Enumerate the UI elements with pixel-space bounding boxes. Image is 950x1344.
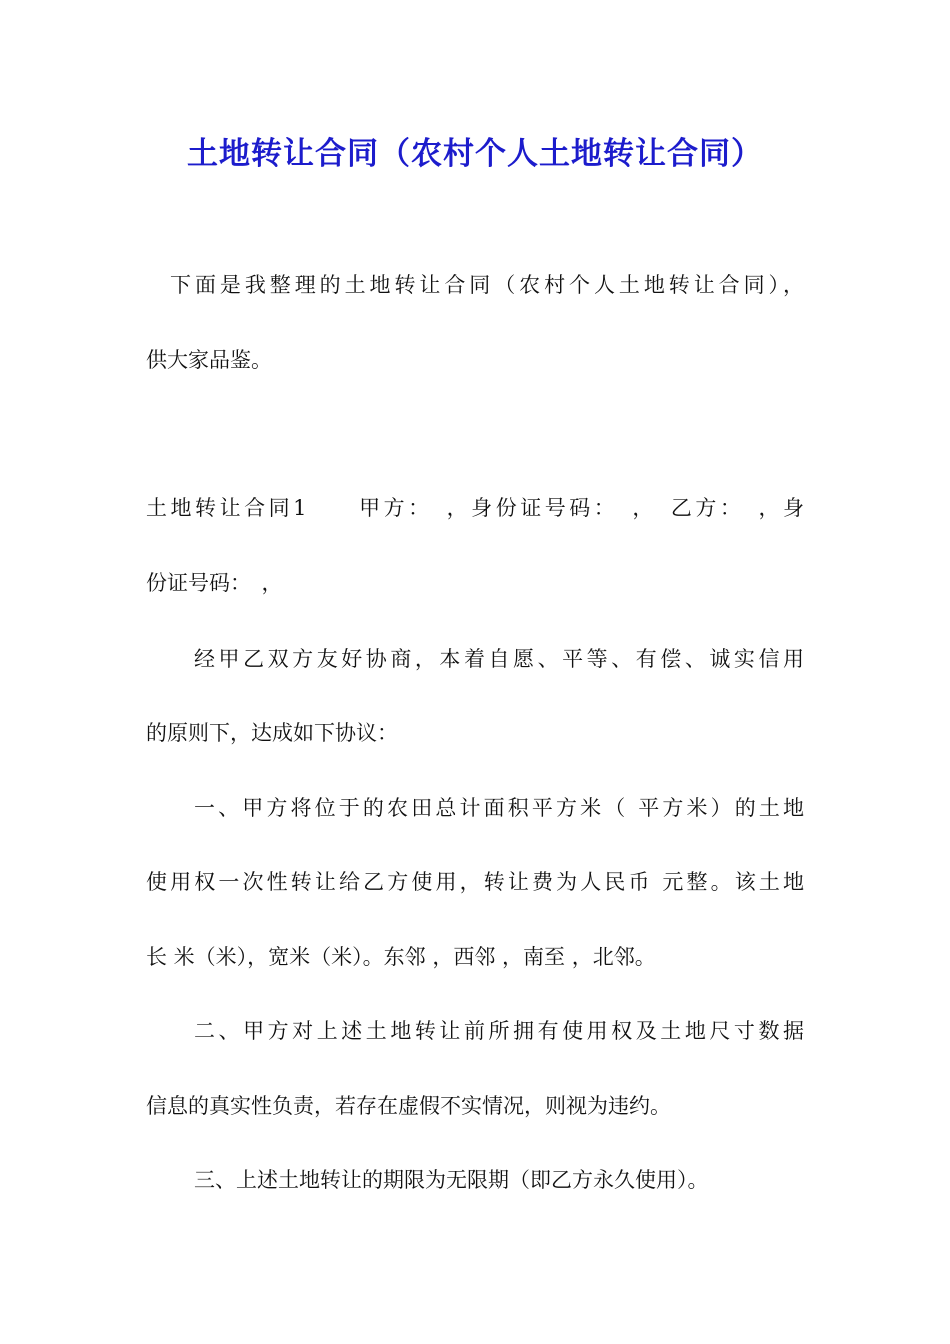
clause-2-line-2: 信息的真实性负责，若存在虚假不实情况，则视为违约。 xyxy=(146,1094,671,1118)
intro-line-1: 下面是我整理的土地转让合同（农村个人土地转让合同）， xyxy=(170,273,804,297)
contract-header-line-2: 份证号码： ， xyxy=(146,571,283,595)
preamble-line-2: 的原则下，达成如下协议： xyxy=(146,721,398,745)
clause-1-line-2: 使用权一次性转让给乙方使用，转让费为人民币 元整。该土地 xyxy=(146,870,804,894)
preamble-line-1: 经甲乙双方友好协商，本着自愿、平等、有偿、诚实信用 xyxy=(194,647,804,671)
clause-1-line-3: 长 米（米），宽米（米）。东邻 ，西邻 ，南至 ，北邻。 xyxy=(146,945,656,969)
clause-3-line-1: 三、上述土地转让的期限为无限期（即乙方永久使用）。 xyxy=(194,1168,709,1192)
contract-header-line-1: 土地转让合同1 甲方： ，身份证号码： ， 乙方： ，身 xyxy=(146,496,804,520)
clause-2-line-1: 二、甲方对上述土地转让前所拥有使用权及土地尺寸数据 xyxy=(194,1019,804,1043)
document-title: 土地转让合同（农村个人土地转让合同） xyxy=(187,136,763,172)
clause-1-line-1: 一、甲方将位于的农田总计面积平方米（ 平方米）的土地 xyxy=(194,796,804,820)
intro-line-2: 供大家品鉴。 xyxy=(146,348,272,372)
